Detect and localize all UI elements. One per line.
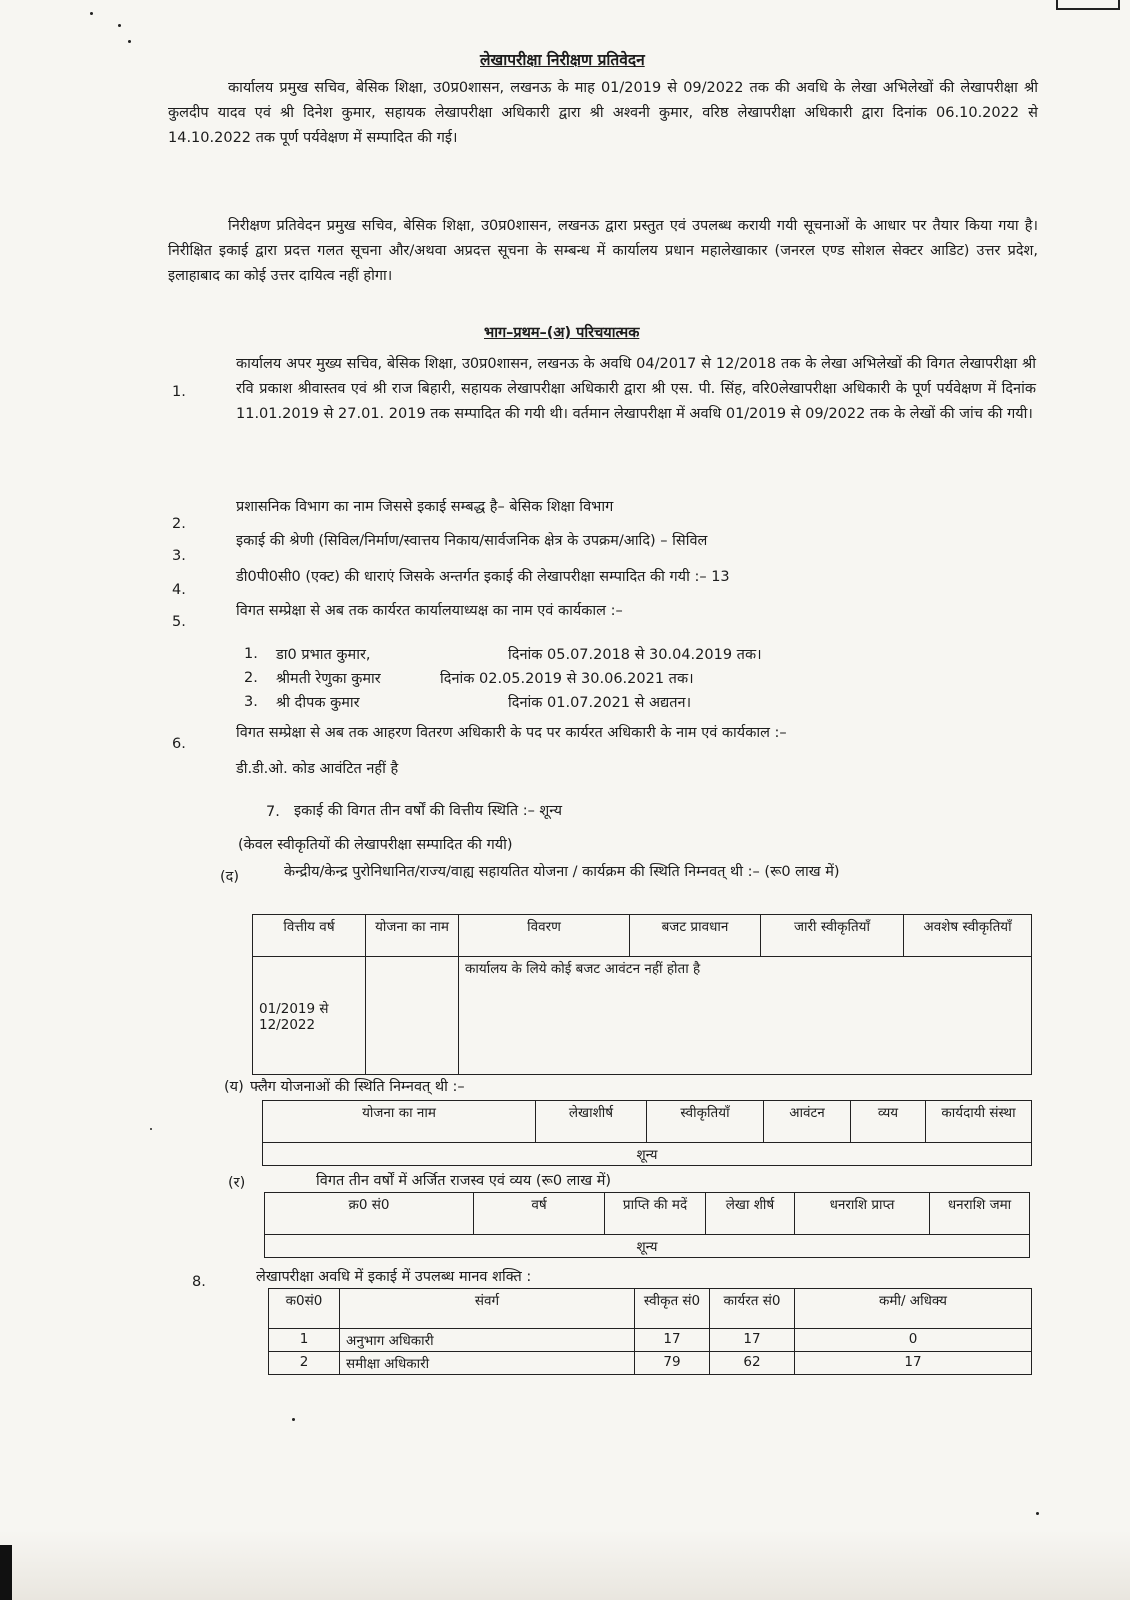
table-cell: 17 <box>710 1329 795 1352</box>
page-title: लेखापरीक्षा निरीक्षण प्रतिवेदन <box>480 51 645 69</box>
table-header: कार्यरत सं0 <box>710 1289 795 1329</box>
item-number: 2. <box>172 516 186 532</box>
table-header: प्राप्ति की मदें <box>605 1193 706 1235</box>
item-number: 8. <box>192 1274 206 1290</box>
table-cell: 17 <box>635 1329 710 1352</box>
scan-binding-mark <box>0 1545 12 1600</box>
table-cell: अनुभाग अधिकारी <box>340 1329 635 1352</box>
table-cell: 17 <box>795 1352 1032 1375</box>
table-header: बजट प्रावधान <box>630 915 761 957</box>
table-header: स्वीकृतियाँ <box>647 1101 764 1143</box>
table-header: धनराशि प्राप्त <box>795 1193 930 1235</box>
manpower-table <box>268 1288 1032 1375</box>
table-cell: समीक्षा अधिकारी <box>340 1352 635 1375</box>
table-header: अवशेष स्वीकृतियाँ <box>904 915 1032 957</box>
table-header: कार्यदायी संस्था <box>926 1101 1032 1143</box>
table-header: संवर्ग <box>340 1289 635 1329</box>
item-number: 5. <box>172 614 186 630</box>
scan-speck <box>292 1418 295 1421</box>
scan-bottom-edge <box>0 1530 1130 1600</box>
head-number: 3. <box>244 694 258 710</box>
table-header: कमी/ अधिक्य <box>795 1289 1032 1329</box>
section-r-label: (र) <box>228 1175 246 1191</box>
item-number: 1. <box>172 384 186 400</box>
table-header: वर्ष <box>474 1193 605 1235</box>
head-number: 2. <box>244 670 258 686</box>
intro-paragraph-1: कार्यालय प्रमुख सचिव, बेसिक शिक्षा, उ0प्र0शासन, लखनऊ के माह 01/2019 से 09/2022 तक की अवधि के लेखा अभिलेखों की लेखापरीक्षा श्री कुलदीप यादव एवं श्री दिनेश कुमार, सहायक लेखापरीक्षा अधिकारी द्वारा श्री अश्वनी कुमार, वरिष्ठ लेखापरीक्षा अधिकारी द्वारा दिनांक 06.10.2022 से 14.10.2022 तक पूर्ण पर्यवेक्षण में सम्पादित की गई। <box>168 80 1038 146</box>
scan-speck <box>1036 1512 1039 1515</box>
table-header: क्र0 सं0 <box>265 1193 474 1235</box>
flagship-table <box>262 1100 1032 1166</box>
head-name: डा0 प्रभात कुमार, <box>276 647 371 663</box>
item-7-note: (केवल स्वीकृतियों की लेखापरीक्षा सम्पादित की गयी) <box>238 837 513 853</box>
table-cell-year: 01/2019 से 12/2022 <box>253 957 366 1075</box>
item-1-text: कार्यालय अपर मुख्य सचिव, बेसिक शिक्षा, उ0प्र0शासन, लखनऊ के अवधि 04/2017 से 12/2018 तक के लेखा अभिलेखों की विगत लेखापरीक्षा श्री रवि प्रकाश श्रीवास्तव एवं श्री राज बिहारी, सहायक लेखापरीक्षा अधिकारी द्वारा श्री एस. पी. सिंह, वरि0लेखापरीक्षा अधिकारी के पूर्ण पर्यवेक्षण में दिनांक 11.01.2019 से 27.01. 2019 तक सम्पादित की गयी थी। वर्तमान लेखापरीक्षा में अवधि 01/2019 से 09/2022 तक के लेखों की जांच की गयी। <box>236 356 1036 422</box>
scan-speck <box>90 12 93 15</box>
table-row <box>269 1329 1032 1352</box>
item-4-text: डी0पी0सी0 (एक्ट) की धाराएं जिसके अन्तर्गत इकाई की लेखापरीक्षा सम्पादित की गयी :– 13 <box>236 569 730 585</box>
item-7-text: इकाई की विगत तीन वर्षों की वित्तीय स्थिति :– शून्य <box>294 803 562 819</box>
item-8-text: लेखापरीक्षा अवधि में इकाई में उपलब्ध मानव शक्ति : <box>256 1269 532 1285</box>
table-cell: 1 <box>269 1329 340 1352</box>
section-y-label: (य) <box>224 1079 244 1095</box>
table-header: विवरण <box>459 915 630 957</box>
head-name: श्री दीपक कुमार <box>276 695 360 711</box>
item-2-text: प्रशासनिक विभाग का नाम जिससे इकाई सम्बद्ध है– बेसिक शिक्षा विभाग <box>236 499 614 515</box>
table-cell <box>366 957 459 1075</box>
item-number: 7. <box>266 804 280 820</box>
table-header: स्वीकृत सं0 <box>635 1289 710 1329</box>
item-3-text: इकाई की श्रेणी (सिविल/निर्माण/स्वात्तय निकाय/सार्वजनिक क्षेत्र के उपक्रम/आदि) – सिविल <box>236 533 708 549</box>
item-number: 3. <box>172 548 186 564</box>
head-number: 1. <box>244 646 258 662</box>
section-d-label: (द) <box>220 869 240 885</box>
intro-paragraph-2: निरीक्षण प्रतिवेदन प्रमुख सचिव, बेसिक शिक्षा, उ0प्र0शासन, लखनऊ द्वारा प्रस्तुत एवं उपलब्ध करायी गयी सूचनाओं के आधार पर तैयार किया गया है। निरीक्षित इकाई द्वारा प्रदत्त गलत सूचना और/अथवा अप्रदत्त सूचना के सम्बन्ध में कार्यालय प्रधान महालेखाकार (जनरल एण्ड सोशल सेक्टर आडिट) उत्तर प्रदेश, इलाहाबाद का कोई उत्तर दायित्व नहीं होगा। <box>168 218 1038 284</box>
table-header: धनराशि जमा <box>930 1193 1030 1235</box>
scheme-table <box>252 914 1032 1075</box>
scan-speck <box>150 1128 152 1130</box>
section-y-text: फ्लैग योजनाओं की स्थिति निम्नवत् थी :– <box>250 1079 465 1095</box>
table-header: लेखा शीर्ष <box>706 1193 795 1235</box>
head-period: दिनांक 02.05.2019 से 30.06.2021 तक। <box>440 671 694 687</box>
table-header: आवंटन <box>764 1101 851 1143</box>
item-number: 4. <box>172 582 186 598</box>
table-header: लेखाशीर्ष <box>536 1101 647 1143</box>
table-cell: 79 <box>635 1352 710 1375</box>
head-period: दिनांक 01.07.2021 से अद्यतन। <box>508 695 692 711</box>
table-cell-empty: शून्य <box>265 1235 1030 1258</box>
section-d-text: केन्द्रीय/केन्द्र पुरोनिधानित/राज्य/वाह्य सहायतित योजना / कार्यक्रम की स्थिति निम्नवत् थी :– (रू0 लाख में) <box>284 864 840 880</box>
table-cell-empty: शून्य <box>263 1143 1032 1166</box>
scan-speck <box>118 24 121 27</box>
table-row <box>269 1352 1032 1375</box>
item-number: 6. <box>172 736 186 752</box>
table-cell: 0 <box>795 1329 1032 1352</box>
section-r-text: विगत तीन वर्षों में अर्जित राजस्व एवं व्यय (रू0 लाख में) <box>316 1173 612 1189</box>
table-cell-note: कार्यालय के लिये कोई बजट आवंटन नहीं होता है <box>459 957 1032 1075</box>
head-period: दिनांक 05.07.2018 से 30.04.2019 तक। <box>508 647 762 663</box>
item-5-text: विगत सम्प्रेक्षा से अब तक कार्यरत कार्यालयाध्यक्ष का नाम एवं कार्यकाल :– <box>236 603 623 619</box>
section-heading: भाग–प्रथम–(अ) परिचयात्मक <box>484 325 640 341</box>
table-header: योजना का नाम <box>366 915 459 957</box>
table-header: वित्तीय वर्ष <box>253 915 366 957</box>
revenue-table <box>264 1192 1030 1258</box>
ddo-text: डी.डी.ओ. कोड आवंटित नहीं है <box>236 761 399 777</box>
table-header: क0सं0 <box>269 1289 340 1329</box>
table-header: जारी स्वीकृतियाँ <box>761 915 904 957</box>
item-6-text: विगत सम्प्रेक्षा से अब तक आहरण वितरण अधिकारी के पद पर कार्यरत अधिकारी के नाम एवं कार्यकाल :– <box>236 725 787 741</box>
table-header: व्यय <box>851 1101 926 1143</box>
scan-speck <box>128 40 131 43</box>
table-cell: 62 <box>710 1352 795 1375</box>
table-header: योजना का नाम <box>263 1101 536 1143</box>
page-corner-mark <box>1056 0 1120 10</box>
table-cell: 2 <box>269 1352 340 1375</box>
head-name: श्रीमती रेणुका कुमार <box>276 671 381 687</box>
